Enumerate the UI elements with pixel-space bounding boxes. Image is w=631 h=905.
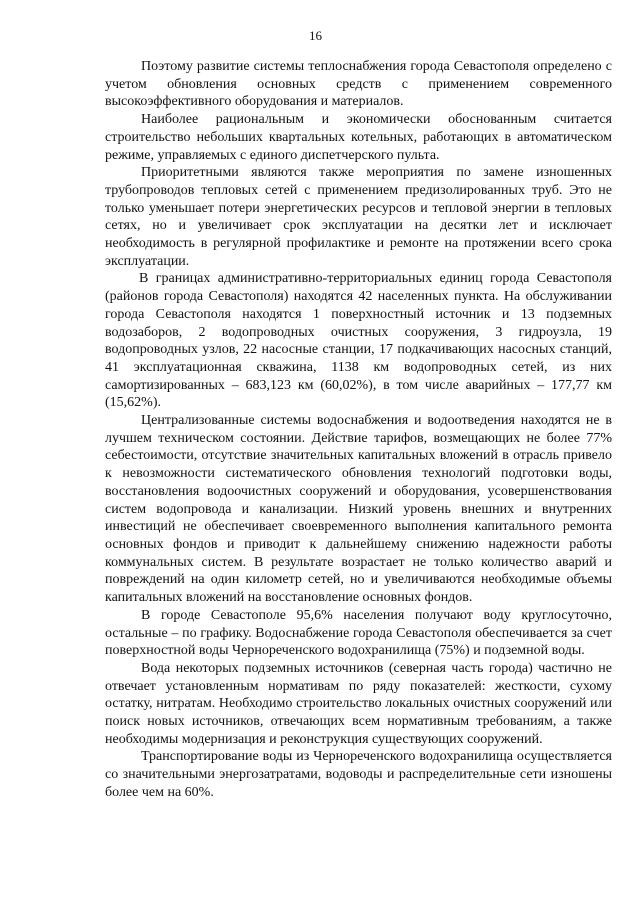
paragraph-water-supply-coverage: В городе Севастополе 95,6% населения получают воду круглосуточно, остальные – по графику. Водоснабжение города Севастополя обеспечивается за счет поверхностной воды Чернореченского водохранилища (75%) и подземной воды. <box>105 607 612 659</box>
body-text <box>105 58 612 802</box>
paragraph-water-infrastructure-stats: В границах административно-территориальных единиц города Севастополя (районов города Севастополя) находятся 42 населенных пункта. На обслуживании города Севастополя находятся 1 поверхностный источник и 13 подземных водозаборов, 2 водопроводных очистных сооружения, 3 гидроузла, 19 водопроводных узлов, 22 насосные станции, 17 подкачивающих насосных станций, 41 эксплуатационная скважина, 1138 км водопроводных сетей, из них самортизированных – 683,123 км (60,02%), в том числе аварийных – 177,77 км (15,62%). <box>105 271 612 411</box>
paragraph-groundwater-quality: Вода некоторых подземных источников (северная часть города) частично не отвечает установленным нормативам по ряду показателей: жесткости, сухому остатку, нитратам. Необходимо строительство локальных очистных сооружений или поиск новых источников, отвечающих всем нормативным требованиям, а также необходимы модернизация и реконструкция существующих сооружений. <box>105 660 612 747</box>
paragraph-water-transport-costs: Транспортирование воды из Чернореченского водохранилища осуществляется со значительными энергозатратами, водоводы и распределительные сети изношены более чем на 60%. <box>105 749 612 800</box>
paragraph-technical-condition: Централизованные системы водоснабжения и водоотведения находятся не в лучшем техническом состоянии. Действие тарифов, возмещающих не более 77% себестоимости, отсутствие значительных капитальных вложений в отрасль привело к невозможности систематического обновления технологий подготовки воды, восстановления водоочистных сооружений и оборудования, усовершенствования систем водопровода и канализации. Низкий уровень внешних и внутренних инвестиций не обеспечивает своевременного выполнения капитального ремонта основных фондов и приводит к дальнейшему снижению надежности работы коммунальных систем. В результате возрастает не только количество аварий и повреждений на один километр сетей, но и увеличиваются необходимые объемы капитальных вложений на восстановление основных фондов. <box>105 413 612 606</box>
paragraph-heat-supply-development: Поэтому развитие системы теплоснабжения города Севастополя определено с учетом обновления основных средств с применением современного высокоэффективного оборудования и материалов. <box>105 59 612 110</box>
page-number: 16 <box>309 28 322 43</box>
paragraph-pipeline-replacement: Приоритетными являются также мероприятия по замене изношенных трубопроводов тепловых сетей с применением предизолированных труб. Это не только уменьшает потери энергетических ресурсов и тепловой энергии в тепловых сетях, но и увеличивает срок эксплуатации на десятки лет и исключает необходимость в регулярной профилактике и ремонте на протяжении всего срока эксплуатации. <box>105 165 612 269</box>
paragraph-block-boiler-houses: Наиболее рациональным и экономически обоснованным считается строительство небольших квартальных котельных, работающих в автоматическом режиме, управляемых с единого диспетчерского пульта. <box>105 112 612 163</box>
